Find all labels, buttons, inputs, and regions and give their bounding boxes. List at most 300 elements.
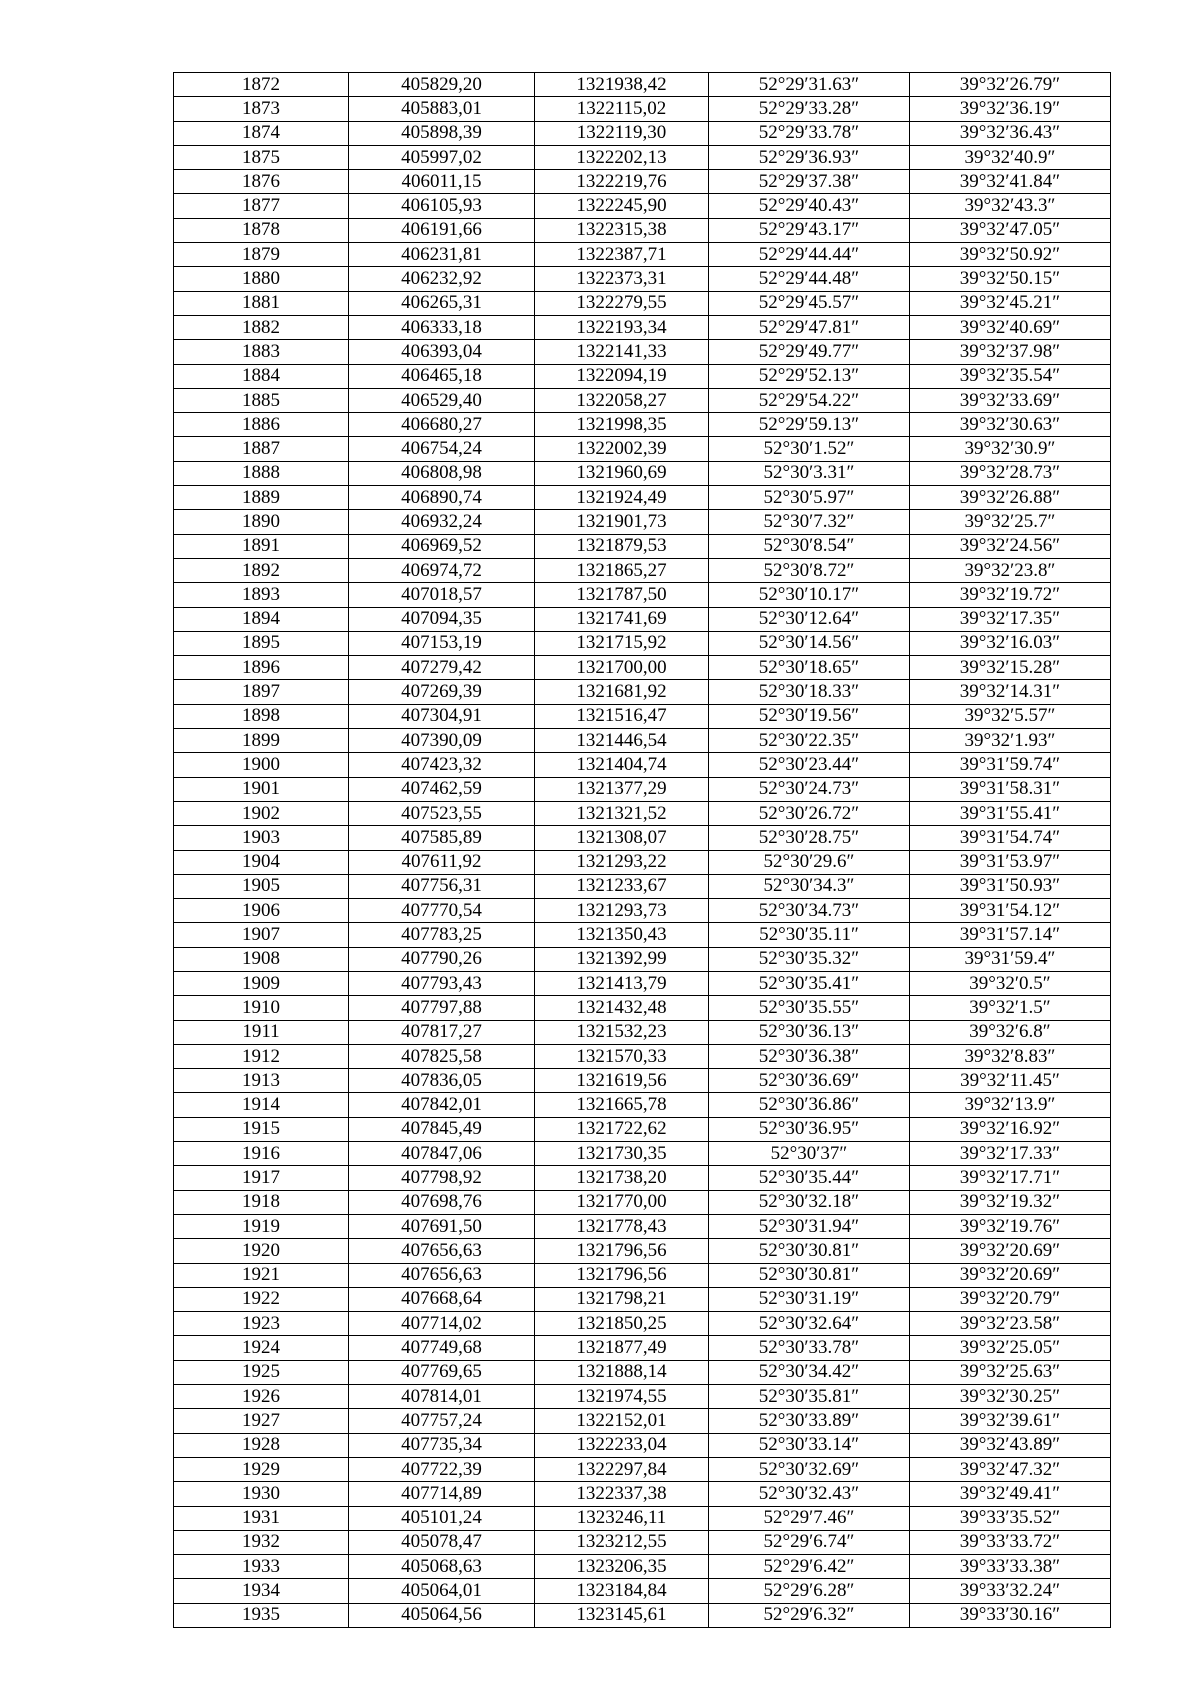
point-number-cell: 1875	[174, 145, 349, 169]
y-coordinate-cell: 1321738,20	[535, 1166, 709, 1190]
latitude-cell: 52°30′32.64″	[709, 1312, 910, 1336]
point-number-cell: 1876	[174, 170, 349, 194]
table-row	[174, 97, 1111, 121]
y-coordinate-cell: 1321308,07	[535, 826, 709, 850]
latitude-cell: 52°30′33.14″	[709, 1433, 910, 1457]
x-coordinate-cell: 405064,56	[349, 1603, 535, 1627]
longitude-cell: 39°32′23.8″	[910, 558, 1111, 582]
latitude-cell: 52°30′35.44″	[709, 1166, 910, 1190]
x-coordinate-cell: 407825,58	[349, 1044, 535, 1068]
table-row	[174, 121, 1111, 145]
latitude-cell: 52°30′34.73″	[709, 899, 910, 923]
table-row	[174, 874, 1111, 898]
longitude-cell: 39°32′8.83″	[910, 1044, 1111, 1068]
x-coordinate-cell: 406393,04	[349, 340, 535, 364]
table-row	[174, 923, 1111, 947]
table-row	[174, 267, 1111, 291]
table-row	[174, 1433, 1111, 1457]
y-coordinate-cell: 1321392,99	[535, 947, 709, 971]
x-coordinate-cell: 406754,24	[349, 437, 535, 461]
y-coordinate-cell: 1321796,56	[535, 1263, 709, 1287]
longitude-cell: 39°33′30.16″	[910, 1603, 1111, 1627]
x-coordinate-cell: 407523,55	[349, 801, 535, 825]
table-row	[174, 656, 1111, 680]
point-number-cell: 1930	[174, 1482, 349, 1506]
table-row	[174, 1336, 1111, 1360]
latitude-cell: 52°29′59.13″	[709, 413, 910, 437]
latitude-cell: 52°29′33.28″	[709, 97, 910, 121]
latitude-cell: 52°30′18.33″	[709, 680, 910, 704]
longitude-cell: 39°31′55.41″	[910, 801, 1111, 825]
latitude-cell: 52°30′30.81″	[709, 1239, 910, 1263]
table-row	[174, 1214, 1111, 1238]
latitude-cell: 52°30′8.54″	[709, 534, 910, 558]
longitude-cell: 39°32′23.58″	[910, 1312, 1111, 1336]
table-row	[174, 461, 1111, 485]
table-row	[174, 777, 1111, 801]
table-row	[174, 583, 1111, 607]
longitude-cell: 39°31′50.93″	[910, 874, 1111, 898]
table-row	[174, 534, 1111, 558]
y-coordinate-cell: 1321960,69	[535, 461, 709, 485]
latitude-cell: 52°30′35.55″	[709, 996, 910, 1020]
table-row	[174, 1360, 1111, 1384]
y-coordinate-cell: 1321350,43	[535, 923, 709, 947]
y-coordinate-cell: 1322152,01	[535, 1409, 709, 1433]
table-row	[174, 1385, 1111, 1409]
x-coordinate-cell: 406529,40	[349, 388, 535, 412]
table-row	[174, 388, 1111, 412]
x-coordinate-cell: 407798,92	[349, 1166, 535, 1190]
longitude-cell: 39°32′20.79″	[910, 1287, 1111, 1311]
latitude-cell: 52°30′33.78″	[709, 1336, 910, 1360]
y-coordinate-cell: 1321377,29	[535, 777, 709, 801]
point-number-cell: 1883	[174, 340, 349, 364]
table-row	[174, 729, 1111, 753]
x-coordinate-cell: 407749,68	[349, 1336, 535, 1360]
latitude-cell: 52°30′7.32″	[709, 510, 910, 534]
x-coordinate-cell: 407769,65	[349, 1360, 535, 1384]
y-coordinate-cell: 1321293,73	[535, 899, 709, 923]
x-coordinate-cell: 407462,59	[349, 777, 535, 801]
longitude-cell: 39°32′40.9″	[910, 145, 1111, 169]
x-coordinate-cell: 407423,32	[349, 753, 535, 777]
y-coordinate-cell: 1322233,04	[535, 1433, 709, 1457]
latitude-cell: 52°29′36.93″	[709, 145, 910, 169]
longitude-cell: 39°33′32.24″	[910, 1579, 1111, 1603]
point-number-cell: 1897	[174, 680, 349, 704]
longitude-cell: 39°32′30.9″	[910, 437, 1111, 461]
latitude-cell: 52°29′6.32″	[709, 1603, 910, 1627]
point-number-cell: 1894	[174, 607, 349, 631]
y-coordinate-cell: 1321879,53	[535, 534, 709, 558]
point-number-cell: 1874	[174, 121, 349, 145]
y-coordinate-cell: 1321722,62	[535, 1117, 709, 1141]
y-coordinate-cell: 1323246,11	[535, 1506, 709, 1530]
y-coordinate-cell: 1321293,22	[535, 850, 709, 874]
table-row	[174, 1530, 1111, 1554]
latitude-cell: 52°30′34.42″	[709, 1360, 910, 1384]
table-row	[174, 607, 1111, 631]
longitude-cell: 39°31′57.14″	[910, 923, 1111, 947]
longitude-cell: 39°32′20.69″	[910, 1239, 1111, 1263]
y-coordinate-cell: 1321741,69	[535, 607, 709, 631]
x-coordinate-cell: 407153,19	[349, 631, 535, 655]
point-number-cell: 1892	[174, 558, 349, 582]
point-number-cell: 1915	[174, 1117, 349, 1141]
table-row	[174, 291, 1111, 315]
point-number-cell: 1899	[174, 729, 349, 753]
latitude-cell: 52°29′6.28″	[709, 1579, 910, 1603]
longitude-cell: 39°32′6.8″	[910, 1020, 1111, 1044]
table-row	[174, 1312, 1111, 1336]
table-row	[174, 826, 1111, 850]
y-coordinate-cell: 1322119,30	[535, 121, 709, 145]
table-row	[174, 1555, 1111, 1579]
latitude-cell: 52°30′18.65″	[709, 656, 910, 680]
latitude-cell: 52°30′29.6″	[709, 850, 910, 874]
y-coordinate-cell: 1321233,67	[535, 874, 709, 898]
point-number-cell: 1914	[174, 1093, 349, 1117]
longitude-cell: 39°32′50.92″	[910, 243, 1111, 267]
point-number-cell: 1901	[174, 777, 349, 801]
point-number-cell: 1907	[174, 923, 349, 947]
y-coordinate-cell: 1321413,79	[535, 971, 709, 995]
point-number-cell: 1931	[174, 1506, 349, 1530]
point-number-cell: 1893	[174, 583, 349, 607]
x-coordinate-cell: 406231,81	[349, 243, 535, 267]
table-row	[174, 947, 1111, 971]
latitude-cell: 52°29′44.48″	[709, 267, 910, 291]
latitude-cell: 52°29′37.38″	[709, 170, 910, 194]
latitude-cell: 52°30′36.69″	[709, 1069, 910, 1093]
latitude-cell: 52°29′33.78″	[709, 121, 910, 145]
longitude-cell: 39°32′19.32″	[910, 1190, 1111, 1214]
latitude-cell: 52°29′54.22″	[709, 388, 910, 412]
x-coordinate-cell: 405883,01	[349, 97, 535, 121]
table-row	[174, 1069, 1111, 1093]
table-row	[174, 1287, 1111, 1311]
longitude-cell: 39°32′19.72″	[910, 583, 1111, 607]
x-coordinate-cell: 407656,63	[349, 1239, 535, 1263]
y-coordinate-cell: 1323184,84	[535, 1579, 709, 1603]
table-row	[174, 1142, 1111, 1166]
point-number-cell: 1911	[174, 1020, 349, 1044]
point-number-cell: 1877	[174, 194, 349, 218]
point-number-cell: 1921	[174, 1263, 349, 1287]
x-coordinate-cell: 407269,39	[349, 680, 535, 704]
latitude-cell: 52°29′49.77″	[709, 340, 910, 364]
table-row	[174, 1579, 1111, 1603]
longitude-cell: 39°32′14.31″	[910, 680, 1111, 704]
table-row	[174, 1603, 1111, 1627]
latitude-cell: 52°30′35.11″	[709, 923, 910, 947]
y-coordinate-cell: 1321798,21	[535, 1287, 709, 1311]
x-coordinate-cell: 407756,31	[349, 874, 535, 898]
y-coordinate-cell: 1322193,34	[535, 315, 709, 339]
longitude-cell: 39°32′17.35″	[910, 607, 1111, 631]
y-coordinate-cell: 1322115,02	[535, 97, 709, 121]
table-row	[174, 364, 1111, 388]
point-number-cell: 1890	[174, 510, 349, 534]
latitude-cell: 52°30′3.31″	[709, 461, 910, 485]
y-coordinate-cell: 1321778,43	[535, 1214, 709, 1238]
x-coordinate-cell: 405068,63	[349, 1555, 535, 1579]
latitude-cell: 52°30′23.44″	[709, 753, 910, 777]
y-coordinate-cell: 1322387,71	[535, 243, 709, 267]
point-number-cell: 1889	[174, 486, 349, 510]
y-coordinate-cell: 1321619,56	[535, 1069, 709, 1093]
coordinates-table-body	[174, 73, 1111, 1628]
longitude-cell: 39°32′49.41″	[910, 1482, 1111, 1506]
point-number-cell: 1928	[174, 1433, 349, 1457]
table-row	[174, 1117, 1111, 1141]
longitude-cell: 39°33′33.72″	[910, 1530, 1111, 1554]
longitude-cell: 39°32′36.19″	[910, 97, 1111, 121]
point-number-cell: 1910	[174, 996, 349, 1020]
latitude-cell: 52°29′7.46″	[709, 1506, 910, 1530]
x-coordinate-cell: 407842,01	[349, 1093, 535, 1117]
y-coordinate-cell: 1322002,39	[535, 437, 709, 461]
latitude-cell: 52°30′30.81″	[709, 1263, 910, 1287]
point-number-cell: 1903	[174, 826, 349, 850]
longitude-cell: 39°32′40.69″	[910, 315, 1111, 339]
latitude-cell: 52°29′44.44″	[709, 243, 910, 267]
x-coordinate-cell: 405829,20	[349, 73, 535, 97]
point-number-cell: 1927	[174, 1409, 349, 1433]
point-number-cell: 1919	[174, 1214, 349, 1238]
point-number-cell: 1920	[174, 1239, 349, 1263]
longitude-cell: 39°32′45.21″	[910, 291, 1111, 315]
x-coordinate-cell: 407790,26	[349, 947, 535, 971]
longitude-cell: 39°32′50.15″	[910, 267, 1111, 291]
table-row	[174, 340, 1111, 364]
y-coordinate-cell: 1321570,33	[535, 1044, 709, 1068]
table-row	[174, 1457, 1111, 1481]
point-number-cell: 1935	[174, 1603, 349, 1627]
x-coordinate-cell: 406465,18	[349, 364, 535, 388]
x-coordinate-cell: 406232,92	[349, 267, 535, 291]
longitude-cell: 39°31′54.74″	[910, 826, 1111, 850]
y-coordinate-cell: 1321938,42	[535, 73, 709, 97]
x-coordinate-cell: 406969,52	[349, 534, 535, 558]
longitude-cell: 39°32′25.7″	[910, 510, 1111, 534]
table-row	[174, 1506, 1111, 1530]
x-coordinate-cell: 407722,39	[349, 1457, 535, 1481]
table-row	[174, 510, 1111, 534]
y-coordinate-cell: 1321516,47	[535, 704, 709, 728]
x-coordinate-cell: 405101,24	[349, 1506, 535, 1530]
point-number-cell: 1926	[174, 1385, 349, 1409]
longitude-cell: 39°32′24.56″	[910, 534, 1111, 558]
table-row	[174, 218, 1111, 242]
point-number-cell: 1923	[174, 1312, 349, 1336]
y-coordinate-cell: 1321998,35	[535, 413, 709, 437]
point-number-cell: 1918	[174, 1190, 349, 1214]
table-row	[174, 413, 1111, 437]
y-coordinate-cell: 1322373,31	[535, 267, 709, 291]
point-number-cell: 1884	[174, 364, 349, 388]
latitude-cell: 52°30′28.75″	[709, 826, 910, 850]
longitude-cell: 39°32′30.63″	[910, 413, 1111, 437]
longitude-cell: 39°32′1.93″	[910, 729, 1111, 753]
point-number-cell: 1905	[174, 874, 349, 898]
y-coordinate-cell: 1322202,13	[535, 145, 709, 169]
table-row	[174, 1409, 1111, 1433]
table-row	[174, 704, 1111, 728]
y-coordinate-cell: 1322058,27	[535, 388, 709, 412]
latitude-cell: 52°30′36.38″	[709, 1044, 910, 1068]
x-coordinate-cell: 407611,92	[349, 850, 535, 874]
y-coordinate-cell: 1321865,27	[535, 558, 709, 582]
y-coordinate-cell: 1322094,19	[535, 364, 709, 388]
point-number-cell: 1908	[174, 947, 349, 971]
table-row	[174, 753, 1111, 777]
x-coordinate-cell: 407836,05	[349, 1069, 535, 1093]
x-coordinate-cell: 407735,34	[349, 1433, 535, 1457]
longitude-cell: 39°32′25.63″	[910, 1360, 1111, 1384]
longitude-cell: 39°32′30.25″	[910, 1385, 1111, 1409]
latitude-cell: 52°29′52.13″	[709, 364, 910, 388]
latitude-cell: 52°30′12.64″	[709, 607, 910, 631]
table-row	[174, 1263, 1111, 1287]
x-coordinate-cell: 406191,66	[349, 218, 535, 242]
point-number-cell: 1933	[174, 1555, 349, 1579]
table-row	[174, 1482, 1111, 1506]
longitude-cell: 39°32′5.57″	[910, 704, 1111, 728]
y-coordinate-cell: 1321532,23	[535, 1020, 709, 1044]
point-number-cell: 1916	[174, 1142, 349, 1166]
latitude-cell: 52°30′36.13″	[709, 1020, 910, 1044]
x-coordinate-cell: 407783,25	[349, 923, 535, 947]
x-coordinate-cell: 406265,31	[349, 291, 535, 315]
point-number-cell: 1872	[174, 73, 349, 97]
point-number-cell: 1909	[174, 971, 349, 995]
point-number-cell: 1887	[174, 437, 349, 461]
y-coordinate-cell: 1321432,48	[535, 996, 709, 1020]
latitude-cell: 52°30′37″	[709, 1142, 910, 1166]
y-coordinate-cell: 1322297,84	[535, 1457, 709, 1481]
longitude-cell: 39°31′54.12″	[910, 899, 1111, 923]
y-coordinate-cell: 1322315,38	[535, 218, 709, 242]
table-row	[174, 996, 1111, 1020]
longitude-cell: 39°32′16.03″	[910, 631, 1111, 655]
longitude-cell: 39°32′43.89″	[910, 1433, 1111, 1457]
table-row	[174, 194, 1111, 218]
longitude-cell: 39°32′16.92″	[910, 1117, 1111, 1141]
x-coordinate-cell: 406808,98	[349, 461, 535, 485]
longitude-cell: 39°32′0.5″	[910, 971, 1111, 995]
point-number-cell: 1913	[174, 1069, 349, 1093]
x-coordinate-cell: 407094,35	[349, 607, 535, 631]
y-coordinate-cell: 1322279,55	[535, 291, 709, 315]
x-coordinate-cell: 407817,27	[349, 1020, 535, 1044]
x-coordinate-cell: 407793,43	[349, 971, 535, 995]
longitude-cell: 39°32′17.33″	[910, 1142, 1111, 1166]
x-coordinate-cell: 407845,49	[349, 1117, 535, 1141]
latitude-cell: 52°30′32.43″	[709, 1482, 910, 1506]
table-row	[174, 1190, 1111, 1214]
table-row	[174, 1020, 1111, 1044]
x-coordinate-cell: 407698,76	[349, 1190, 535, 1214]
y-coordinate-cell: 1321404,74	[535, 753, 709, 777]
point-number-cell: 1902	[174, 801, 349, 825]
point-number-cell: 1925	[174, 1360, 349, 1384]
table-row	[174, 243, 1111, 267]
x-coordinate-cell: 405898,39	[349, 121, 535, 145]
point-number-cell: 1932	[174, 1530, 349, 1554]
y-coordinate-cell: 1321901,73	[535, 510, 709, 534]
longitude-cell: 39°33′35.52″	[910, 1506, 1111, 1530]
point-number-cell: 1934	[174, 1579, 349, 1603]
latitude-cell: 52°30′24.73″	[709, 777, 910, 801]
y-coordinate-cell: 1321888,14	[535, 1360, 709, 1384]
table-row	[174, 170, 1111, 194]
point-number-cell: 1900	[174, 753, 349, 777]
x-coordinate-cell: 407757,24	[349, 1409, 535, 1433]
y-coordinate-cell: 1321730,35	[535, 1142, 709, 1166]
latitude-cell: 52°30′26.72″	[709, 801, 910, 825]
point-number-cell: 1878	[174, 218, 349, 242]
x-coordinate-cell: 406932,24	[349, 510, 535, 534]
y-coordinate-cell: 1321796,56	[535, 1239, 709, 1263]
y-coordinate-cell: 1321974,55	[535, 1385, 709, 1409]
point-number-cell: 1886	[174, 413, 349, 437]
y-coordinate-cell: 1323206,35	[535, 1555, 709, 1579]
longitude-cell: 39°31′53.97″	[910, 850, 1111, 874]
table-row	[174, 315, 1111, 339]
longitude-cell: 39°32′35.54″	[910, 364, 1111, 388]
x-coordinate-cell: 407847,06	[349, 1142, 535, 1166]
x-coordinate-cell: 406680,27	[349, 413, 535, 437]
point-number-cell: 1929	[174, 1457, 349, 1481]
y-coordinate-cell: 1321446,54	[535, 729, 709, 753]
y-coordinate-cell: 1321665,78	[535, 1093, 709, 1117]
latitude-cell: 52°30′5.97″	[709, 486, 910, 510]
latitude-cell: 52°30′22.35″	[709, 729, 910, 753]
longitude-cell: 39°32′33.69″	[910, 388, 1111, 412]
longitude-cell: 39°32′39.61″	[910, 1409, 1111, 1433]
longitude-cell: 39°32′26.79″	[910, 73, 1111, 97]
x-coordinate-cell: 407585,89	[349, 826, 535, 850]
x-coordinate-cell: 406333,18	[349, 315, 535, 339]
point-number-cell: 1904	[174, 850, 349, 874]
x-coordinate-cell: 407279,42	[349, 656, 535, 680]
y-coordinate-cell: 1321715,92	[535, 631, 709, 655]
y-coordinate-cell: 1321321,52	[535, 801, 709, 825]
x-coordinate-cell: 407691,50	[349, 1214, 535, 1238]
latitude-cell: 52°30′36.86″	[709, 1093, 910, 1117]
x-coordinate-cell: 407714,89	[349, 1482, 535, 1506]
y-coordinate-cell: 1323212,55	[535, 1530, 709, 1554]
point-number-cell: 1896	[174, 656, 349, 680]
x-coordinate-cell: 407304,91	[349, 704, 535, 728]
latitude-cell: 52°29′43.17″	[709, 218, 910, 242]
y-coordinate-cell: 1322337,38	[535, 1482, 709, 1506]
latitude-cell: 52°30′32.18″	[709, 1190, 910, 1214]
longitude-cell: 39°32′36.43″	[910, 121, 1111, 145]
y-coordinate-cell: 1322141,33	[535, 340, 709, 364]
table-row	[174, 1044, 1111, 1068]
longitude-cell: 39°32′37.98″	[910, 340, 1111, 364]
table-row	[174, 145, 1111, 169]
x-coordinate-cell: 405078,47	[349, 1530, 535, 1554]
table-row	[174, 850, 1111, 874]
latitude-cell: 52°30′19.56″	[709, 704, 910, 728]
x-coordinate-cell: 407814,01	[349, 1385, 535, 1409]
latitude-cell: 52°30′35.41″	[709, 971, 910, 995]
longitude-cell: 39°32′19.76″	[910, 1214, 1111, 1238]
